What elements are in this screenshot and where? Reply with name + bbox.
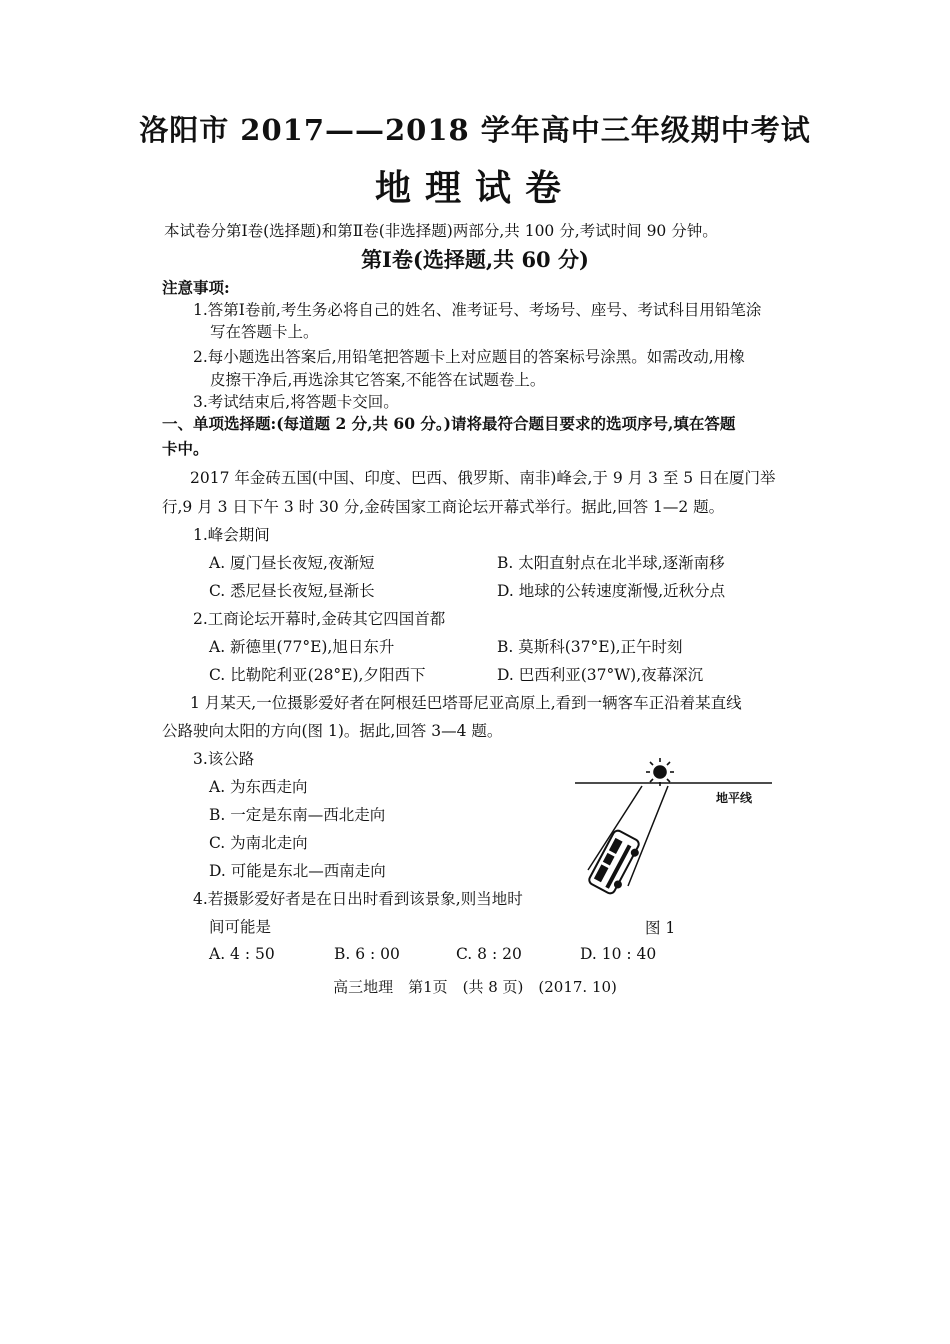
part1-heading: 一、单项选择题:(每道题 2 分,共 60 分。)请将最符合题目要求的选项序号,填在答题 [162, 414, 736, 433]
part1-heading-cont: 卡中。 [162, 439, 209, 458]
option-a: A. 厦门昼长夜短,夜渐短 [209, 554, 375, 572]
road-edge [628, 786, 668, 886]
exam-title: 洛阳市 2017——2018 学年高中三年级期中考试 [139, 113, 811, 147]
option-d: D. 巴西利亚(37°W),夜幕深沉 [497, 666, 704, 684]
option-a: A. 4 : 50 [209, 945, 275, 963]
exam-intro: 本试卷分第Ⅰ卷(选择题)和第Ⅱ卷(非选择题)两部分,共 100 分,考试时间 90 分钟。 [164, 222, 718, 240]
option-c: C. 悉尼昼长夜短,昼渐长 [209, 582, 375, 600]
option-a: A. 为东西走向 [209, 778, 308, 796]
passage-line: 2017 年金砖五国(中国、印度、巴西、俄罗斯、南非)峰会,于 9 月 3 至 5 日在厦门举 [190, 469, 776, 487]
question-stem: 3.该公路 [193, 750, 255, 768]
notes-heading: 注意事项: [162, 278, 230, 297]
note-line: 写在答题卡上。 [210, 323, 319, 341]
option-b: B. 6 : 00 [334, 945, 400, 963]
question-stem-cont: 间可能是 [209, 918, 272, 936]
question-stem: 1.峰会期间 [193, 526, 270, 544]
option-a: A. 新德里(77°E),旭日东升 [209, 638, 395, 656]
passage-line: 公路驶向太阳的方向(图 1)。据此,回答 3—4 题。 [162, 722, 503, 740]
question-stem: 4.若摄影爱好者是在日出时看到该景象,则当地时 [193, 890, 523, 908]
sun-icon [646, 758, 674, 786]
figure-1 [570, 752, 785, 902]
horizon-label: 地平线 [716, 791, 753, 805]
note-line: 2.每小题选出答案后,用铅笔把答题卡上对应题目的答案标号涂黑。如需改动,用橡 [193, 348, 745, 366]
option-d: D. 地球的公转速度渐慢,近秋分点 [497, 582, 726, 600]
passage-line: 1 月某天,一位摄影爱好者在阿根廷巴塔哥尼亚高原上,看到一辆客车正沿着某直线 [190, 694, 742, 712]
option-d: D. 可能是东北—西南走向 [209, 862, 386, 880]
question-stem: 2.工商论坛开幕时,金砖其它四国首都 [193, 610, 446, 628]
option-c: C. 为南北走向 [209, 834, 308, 852]
bus-icon [588, 829, 644, 897]
note-line: 3.考试结束后,将答题卡交回。 [193, 393, 399, 411]
section-heading: 第Ⅰ卷(选择题,共 60 分) [361, 247, 589, 272]
option-c: C. 比勒陀利亚(28°E),夕阳西下 [209, 666, 426, 684]
figure-caption: 图 1 [645, 919, 676, 937]
option-c: C. 8 : 20 [456, 945, 522, 963]
paper-subtitle: 地理试卷 [374, 167, 575, 209]
note-line: 皮擦干净后,再选涂其它答案,不能答在试题卷上。 [210, 371, 546, 389]
passage-line: 行,9 月 3 日下午 3 时 30 分,金砖国家工商论坛开幕式举行。据此,回答 1—2 题。 [162, 498, 725, 516]
note-line: 1.答第Ⅰ卷前,考生务必将自己的姓名、准考证号、考场号、座号、考试科目用铅笔涂 [193, 301, 762, 319]
page-footer: 高三地理 第1页 (共 8 页) (2017. 10) [333, 978, 617, 996]
option-b: B. 一定是东南—西北走向 [209, 806, 386, 824]
option-b: B. 太阳直射点在北半球,逐渐南移 [497, 554, 725, 572]
option-b: B. 莫斯科(37°E),正午时刻 [497, 638, 683, 656]
option-d: D. 10 : 40 [580, 945, 657, 963]
